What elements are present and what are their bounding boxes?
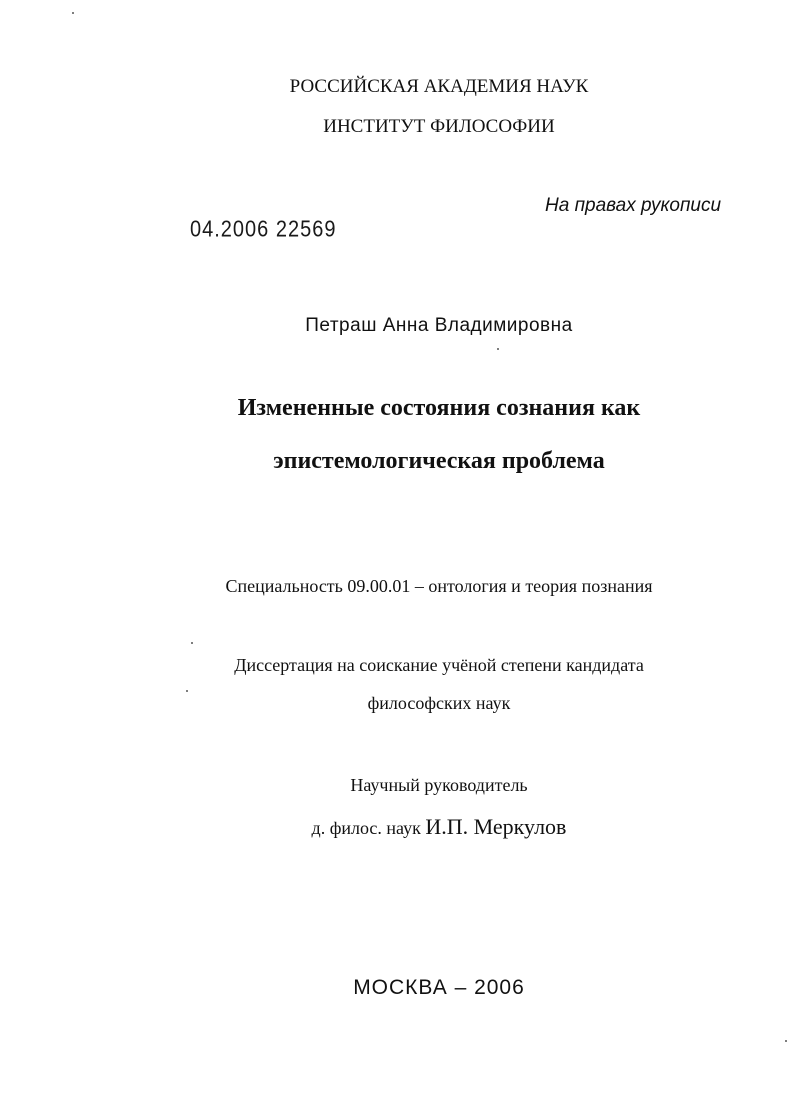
city-year: МОСКВА – 2006 (353, 976, 525, 999)
organization-name: РОССИЙСКАЯ АКАДЕМИЯ НАУК (289, 76, 589, 97)
scan-speck (72, 12, 74, 14)
dissertation-degree-line-2: философских наук (367, 693, 511, 713)
author-name: Петраш Анна Владимировна (305, 315, 573, 336)
supervisor (40, 814, 798, 840)
institute-name: ИНСТИТУТ ФИЛОСОФИИ (323, 116, 555, 137)
thesis-title-line-1: Измененные состояния сознания как (237, 395, 641, 421)
supervisor-label: Научный руководитель (350, 775, 528, 795)
scan-speck (785, 1040, 787, 1042)
archive-stamp: 04.2006 22569 (190, 217, 337, 243)
supervisor-degree: д. филос. наук (311, 818, 421, 838)
supervisor-name: И.П. Меркулов (425, 814, 567, 839)
thesis-title-line-2: эпистемологическая проблема (273, 448, 605, 474)
rights-note: На правах рукописи (545, 195, 722, 216)
scan-speck (497, 348, 499, 350)
scan-speck (191, 642, 193, 644)
specialty: Специальность 09.00.01 – онтология и теория познания (225, 576, 653, 596)
scan-speck (186, 690, 188, 692)
dissertation-degree-line-1: Диссертация на соискание учёной степени кандидата (234, 655, 644, 675)
